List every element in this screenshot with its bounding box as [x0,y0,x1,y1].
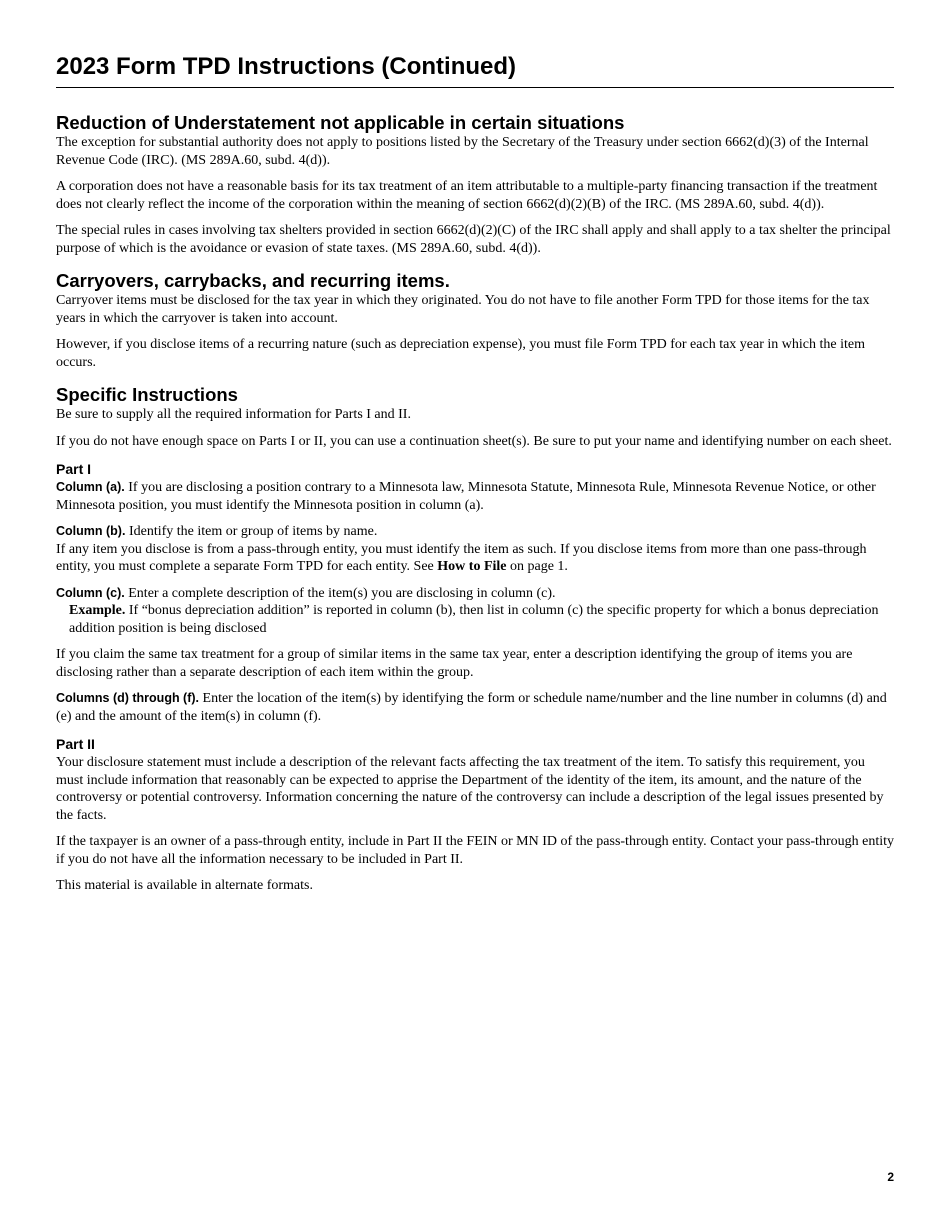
example-text: If “bonus depreciation addition” is reported in column (b), then list in column (c) the specific property for which a bonus depreciation addition position is being disclosed [69,603,879,636]
paragraph: Your disclosure statement must include a description of the relevant facts affecting the tax treatment of the item. To satisfy this requirement, you must include information that reasonably can be expected to apprise the Department of the identity of the item, its amount, and the nature of the controversy or potential controversy. Information concerning the nature of the controversy can include a description of the legal issues presented by the facts. [56,755,884,823]
page-title: 2023 Form TPD Instructions (Continued) [56,52,894,88]
column-b-text: Identify the item or group of items by name. [125,524,378,539]
section-heading-specific-instructions: Specific Instructions [56,384,238,405]
column-b-label: Column (b). [56,524,126,538]
paragraph: Be sure to supply all the required information for Parts I and II. [56,407,411,422]
columns-d-f-text: Enter the location of the item(s) by identifying the form or schedule name/number and the line number in columns (d) and (e) and the amount of the item(s) in column (f). [56,691,887,724]
how-to-file-reference: How to File [437,559,507,574]
column-c-label: Column (c). [56,585,125,600]
part-1-heading: Part I [56,461,92,477]
paragraph: The exception for substantial authority does not apply to positions listed by the Secretary of the Treasury under section 6662(d)(3) of the Internal Revenue Code (IRC). (MS 289A.60, subd. 4(d)). [56,135,869,168]
column-a-instruction [56,479,894,514]
column-c-instruction [56,585,894,603]
columns-d-f-instruction [56,690,894,725]
column-c-text: Enter a complete description of the item(s) you are disclosing in column (c). [124,585,556,601]
paragraph: If the taxpayer is an owner of a pass-through entity, include in Part II the FEIN or MN ID of the pass-through entity. Contact your pass-through entity if you do not have all the information necessary to be included in Part II. [56,834,894,867]
document-page [56,52,894,904]
alternate-formats-note: This material is available in alternate formats. [56,878,313,893]
part-2-heading: Part II [56,736,95,752]
example-label: Example. [69,603,126,618]
paragraph: If you claim the same tax treatment for a group of similar items in the same tax year, enter a description identifying the group of items you are disclosing rather than a separate description of each item within the group. [56,647,853,680]
paragraph: However, if you disclose items of a recurring nature (such as depreciation expense), you must file Form TPD for each tax year in which the item occurs. [56,337,865,370]
column-b-pass-through [56,541,894,576]
column-b-instruction [56,523,894,541]
paragraph: Carryover items must be disclosed for the tax year in which they originated. You do not have to file another Form TPD for those items for the tax years in which the carryover is taken into account. [56,293,870,326]
paragraph: If you do not have enough space on Parts I or II, you can use a continuation sheet(s). Be sure to put your name and identifying number on each sheet. [56,433,892,449]
section-heading-carryovers: Carryovers, carrybacks, and recurring items. [56,270,450,291]
columns-d-f-label: Columns (d) through (f). [56,691,200,705]
column-a-label: Column (a). [56,480,125,494]
column-a-text: If you are disclosing a position contrary to a Minnesota law, Minnesota Statute, Minnesota Rule, Minnesota Revenue Notice, or other Minnesota position, you must identify the Minnesota position in column (a). [56,480,876,513]
column-b-text-2: If any item you disclose is from a pass-through entity, you must identify the item as such. If you disclose items from more than one pass-through entity, you must complete a separate Form TPD for each entity. See [56,541,867,574]
paragraph: A corporation does not have a reasonable basis for its tax treatment of an item attributable to a multiple-party financing transaction if the treatment does not clearly reflect the income of the corporation within the meaning of section 6662(d)(2)(B) of the IRC. (MS 289A.60, subd. 4(d)). [56,179,878,212]
section-heading-reduction: Reduction of Understatement not applicable in certain situations [56,112,625,133]
page-number: 2 [887,1170,894,1184]
example-note [56,602,894,637]
column-b-text-3: on page 1. [506,559,568,574]
paragraph: The special rules in cases involving tax shelters provided in section 6662(d)(2)(C) of the IRC shall apply and shall apply to a tax shelter the principal purpose of which is the avoidance or evasion of state taxes. (MS 289A.60, subd. 4(d)). [56,223,891,256]
